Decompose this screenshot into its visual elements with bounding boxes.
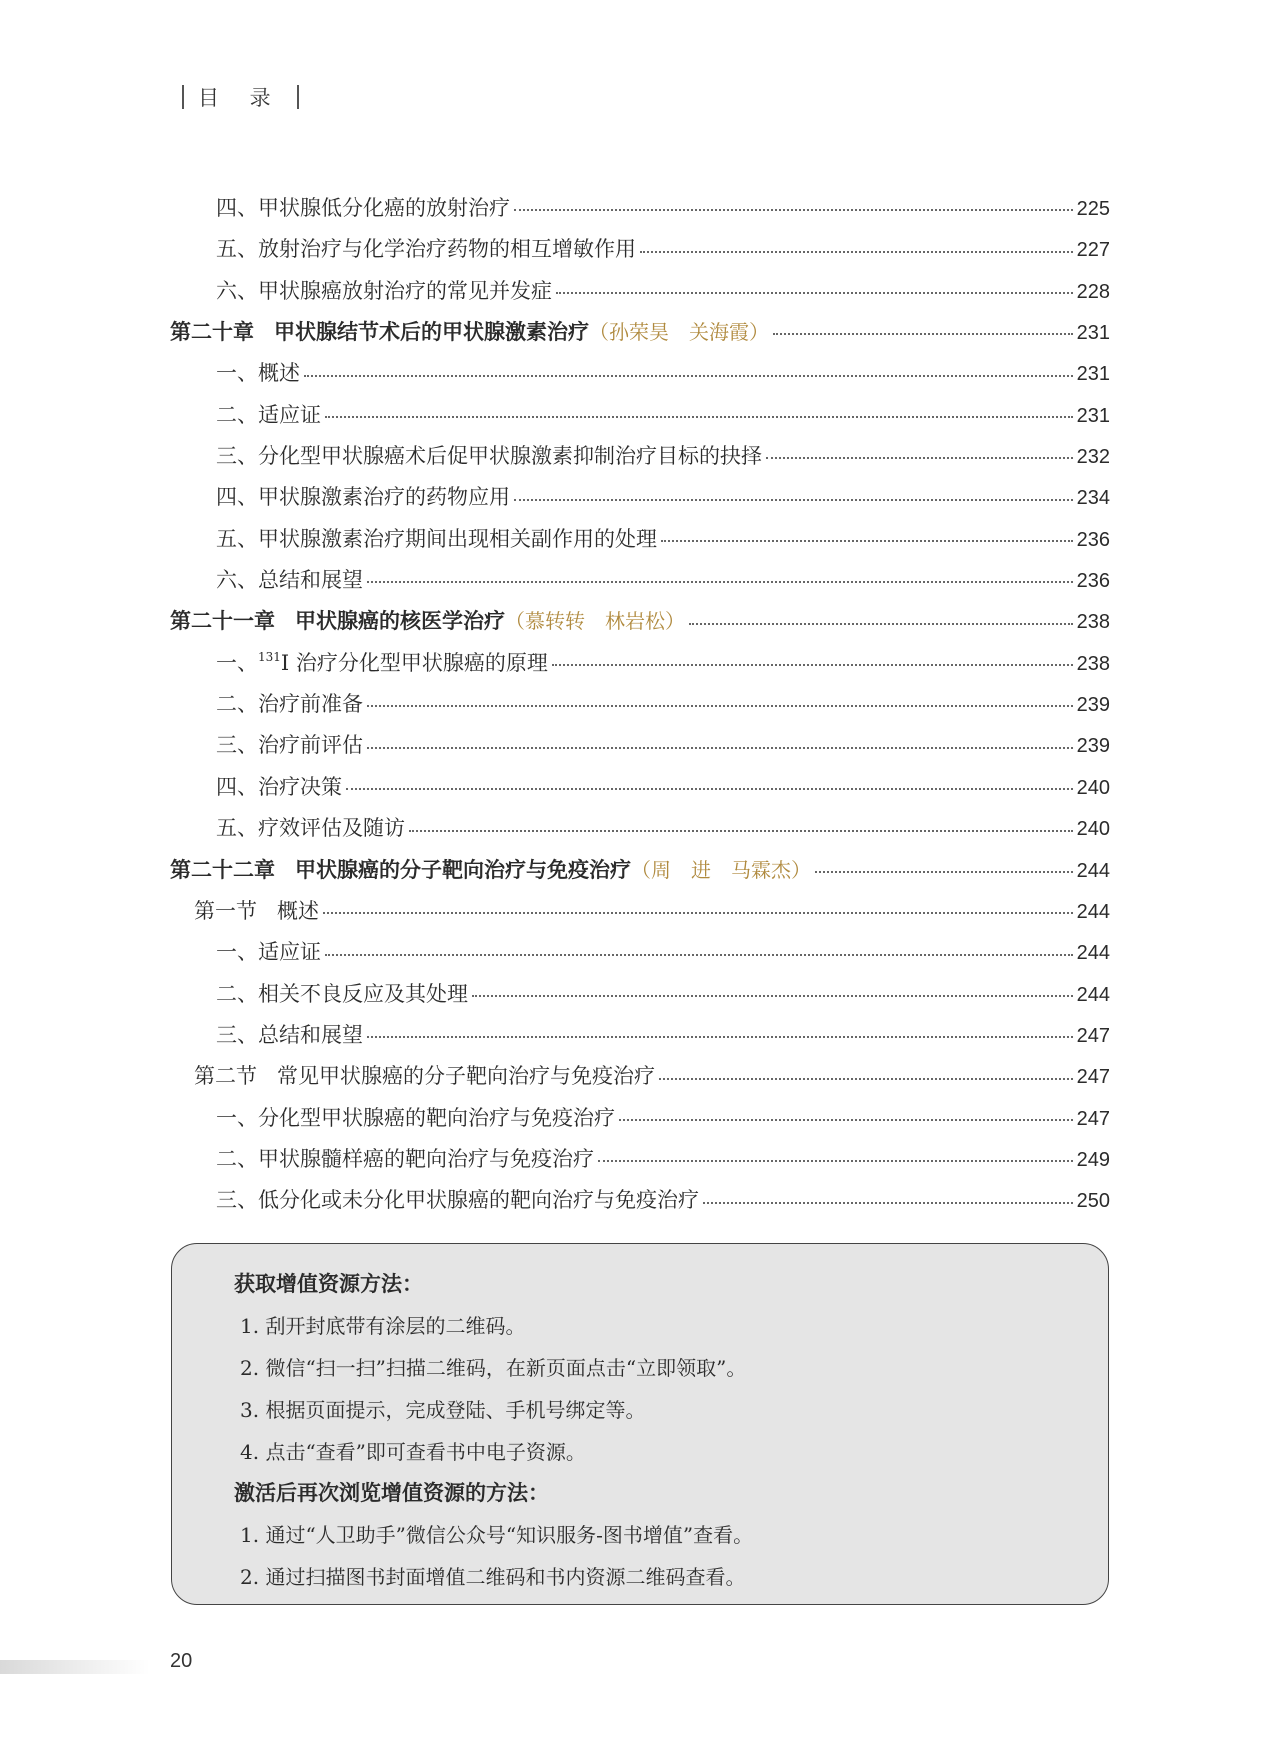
chapter-authors: （慕转转 林岩松）	[505, 609, 685, 634]
toc-item-row	[170, 560, 1110, 601]
toc-item-row	[170, 767, 1110, 808]
resource-step: 2. 通过扫描图书封面增值二维码和书内资源二维码查看。	[240, 1565, 746, 1589]
toc-item-row	[170, 353, 1110, 394]
dot-leader	[367, 705, 1073, 707]
dot-leader	[773, 333, 1073, 335]
resource-instructions-box	[171, 1243, 1109, 1605]
page-number-ref: 250	[1076, 1190, 1110, 1213]
toc-entry-title	[216, 436, 762, 477]
dot-leader	[367, 1036, 1073, 1038]
table-of-contents	[170, 188, 1110, 1222]
header-title: 目 录	[198, 86, 283, 110]
page-number-ref: 231	[1076, 322, 1110, 345]
dot-leader	[325, 954, 1073, 956]
dot-leader	[367, 747, 1073, 749]
chapter-number: 第二十章	[170, 320, 254, 345]
toc-item-row	[170, 684, 1110, 725]
page-number-ref: 238	[1076, 652, 1110, 675]
toc-entry-title	[216, 395, 321, 436]
toc-entry-title	[216, 932, 321, 973]
dot-leader	[325, 416, 1073, 418]
dot-leader	[815, 871, 1073, 873]
dot-leader	[514, 499, 1073, 501]
item-title: 二、甲状腺髓样癌的靶向治疗与免疫治疗	[216, 1146, 594, 1171]
page-number-ref: 244	[1076, 859, 1110, 882]
resource-step: 1. 刮开封底带有涂层的二维码。	[240, 1314, 526, 1338]
page-number-ref: 247	[1076, 1024, 1110, 1047]
toc-item-row	[170, 1180, 1110, 1221]
section-title: 概述	[277, 898, 319, 923]
dot-leader	[659, 1078, 1073, 1080]
item-title: 二、适应证	[216, 402, 321, 427]
toc-item-row	[170, 725, 1110, 766]
chapter-number: 第二十一章	[170, 609, 275, 634]
toc-entry-title	[216, 271, 552, 312]
toc-entry-title	[194, 1056, 655, 1097]
item-title: 一、适应证	[216, 940, 321, 965]
toc-entry-title	[216, 1098, 615, 1139]
page-number-ref: 236	[1076, 570, 1110, 593]
toc-item-row	[170, 1098, 1110, 1139]
item-title: 三、低分化或未分化甲状腺癌的靶向治疗与免疫治疗	[216, 1188, 699, 1213]
page-number-ref: 247	[1076, 1066, 1110, 1089]
page-number-ref: 239	[1076, 694, 1110, 717]
toc-entry-title	[216, 229, 636, 270]
chapter-authors: （周 进 马霖杰）	[631, 857, 811, 882]
item-title: 一、分化型甲状腺癌的靶向治疗与免疫治疗	[216, 1105, 615, 1130]
page-number-ref: 244	[1076, 942, 1110, 965]
page-number-ref: 236	[1076, 528, 1110, 551]
resource-step: 2. 微信“扫一扫”扫描二维码，在新页面点击“立即领取”。	[240, 1356, 747, 1380]
toc-entry-title	[216, 643, 548, 687]
running-header	[168, 82, 313, 112]
dot-leader	[661, 540, 1073, 542]
resource-heading-get: 获取增值资源方法：	[234, 1272, 423, 1296]
footer-decor-band	[0, 1660, 150, 1674]
toc-section-row	[170, 1056, 1110, 1097]
section-title: 常见甲状腺癌的分子靶向治疗与免疫治疗	[277, 1064, 655, 1089]
toc-item-row	[170, 477, 1110, 518]
toc-entry-title	[216, 808, 405, 849]
toc-item-row	[170, 229, 1110, 270]
chapter-authors: （孙荣昊 关海霞）	[589, 320, 769, 345]
page-number-ref: 240	[1076, 818, 1110, 841]
toc-entry-title	[216, 477, 510, 518]
toc-section-row	[170, 891, 1110, 932]
page-number-ref: 228	[1076, 280, 1110, 303]
toc-entry-title	[216, 767, 342, 808]
toc-entry-title	[216, 188, 510, 229]
toc-item-row	[170, 519, 1110, 560]
section-number: 第一节	[194, 898, 257, 923]
toc-entry-title	[216, 519, 657, 560]
chapter-title: 甲状腺结节术后的甲状腺激素治疗	[274, 320, 589, 345]
item-title: 六、总结和展望	[216, 568, 363, 593]
toc-chapter-row	[170, 601, 1110, 642]
item-title: 四、甲状腺激素治疗的药物应用	[216, 485, 510, 510]
dot-leader	[556, 292, 1073, 294]
toc-chapter-row	[170, 850, 1110, 891]
toc-item-row	[170, 395, 1110, 436]
toc-entry-title	[194, 891, 319, 932]
dot-leader	[346, 788, 1073, 790]
toc-entry-title	[170, 850, 811, 891]
item-title: 三、总结和展望	[216, 1022, 363, 1047]
page-number-ref: 238	[1076, 611, 1110, 634]
page-number-ref: 239	[1076, 735, 1110, 758]
page-number: 20	[170, 1650, 193, 1672]
item-title: 一、概述	[216, 361, 300, 386]
resource-step: 1. 通过“人卫助手”微信公众号“知识服务-图书增值”查看。	[240, 1523, 754, 1547]
resource-heading-browse: 激活后再次浏览增值资源的方法：	[234, 1481, 549, 1505]
chapter-number: 第二十二章	[170, 857, 275, 882]
item-title: 五、甲状腺激素治疗期间出现相关副作用的处理	[216, 526, 657, 551]
resource-step: 4. 点击“查看”即可查看书中电子资源。	[240, 1440, 586, 1464]
dot-leader	[552, 664, 1073, 666]
toc-entry-title	[216, 1180, 699, 1221]
item-title: 三、治疗前评估	[216, 733, 363, 758]
header-left-bar	[182, 85, 184, 109]
dot-leader	[409, 830, 1073, 832]
page-number-ref: 232	[1076, 446, 1110, 469]
toc-item-row	[170, 188, 1110, 229]
toc-entry-title	[170, 312, 769, 353]
dot-leader	[640, 251, 1073, 253]
item-title: I 治疗分化型甲状腺癌的原理	[280, 650, 548, 675]
dot-leader	[598, 1160, 1073, 1162]
chapter-title: 甲状腺癌的核医学治疗	[295, 609, 505, 634]
item-title: 五、疗效评估及随访	[216, 816, 405, 841]
item-title: 二、治疗前准备	[216, 692, 363, 717]
dot-leader	[689, 623, 1073, 625]
item-title: 二、相关不良反应及其处理	[216, 981, 468, 1006]
chapter-title: 甲状腺癌的分子靶向治疗与免疫治疗	[295, 857, 631, 882]
toc-item-row	[170, 932, 1110, 973]
page-number-ref: 231	[1076, 363, 1110, 386]
toc-item-row	[170, 271, 1110, 312]
toc-item-row	[170, 974, 1110, 1015]
toc-entry-title	[216, 353, 300, 394]
page-number-ref: 244	[1076, 900, 1110, 923]
toc-item-row	[170, 436, 1110, 477]
toc-entry-title	[216, 1139, 594, 1180]
dot-leader	[472, 995, 1073, 997]
page-number-ref: 244	[1076, 983, 1110, 1006]
toc-item-row	[170, 643, 1110, 684]
toc-item-row	[170, 1015, 1110, 1056]
toc-entry-title	[216, 974, 468, 1015]
toc-item-row	[170, 1139, 1110, 1180]
header-right-bar	[297, 85, 299, 109]
page-number-ref: 227	[1076, 239, 1110, 262]
item-title: 六、甲状腺癌放射治疗的常见并发症	[216, 278, 552, 303]
item-title: 四、甲状腺低分化癌的放射治疗	[216, 196, 510, 220]
page-number-ref: 231	[1076, 404, 1110, 427]
page-number-ref: 240	[1076, 776, 1110, 799]
dot-leader	[514, 209, 1073, 211]
toc-entry-title	[216, 560, 363, 601]
toc-entry-title	[216, 684, 363, 725]
page-number-ref: 247	[1076, 1107, 1110, 1130]
toc-entry-title	[170, 601, 685, 642]
dot-leader	[619, 1119, 1073, 1121]
resource-step: 3. 根据页面提示，完成登陆、手机号绑定等。	[240, 1398, 646, 1422]
superscript: 131	[258, 649, 281, 664]
toc-chapter-row	[170, 312, 1110, 353]
item-title: 三、分化型甲状腺癌术后促甲状腺激素抑制治疗目标的抉择	[216, 444, 762, 469]
page-number-ref: 249	[1076, 1148, 1110, 1171]
page-number-ref: 225	[1076, 198, 1110, 220]
toc-entry-title	[216, 1015, 363, 1056]
dot-leader	[367, 581, 1073, 583]
dot-leader	[703, 1202, 1073, 1204]
toc-item-row	[170, 808, 1110, 849]
dot-leader	[323, 912, 1073, 914]
dot-leader	[304, 375, 1073, 377]
item-title: 四、治疗决策	[216, 774, 342, 799]
item-title: 五、放射治疗与化学治疗药物的相互增敏作用	[216, 237, 636, 262]
dot-leader	[766, 457, 1073, 459]
item-prefix: 一、	[216, 650, 258, 675]
toc-entry-title	[216, 725, 363, 766]
page-number-ref: 234	[1076, 487, 1110, 510]
section-number: 第二节	[194, 1064, 257, 1089]
